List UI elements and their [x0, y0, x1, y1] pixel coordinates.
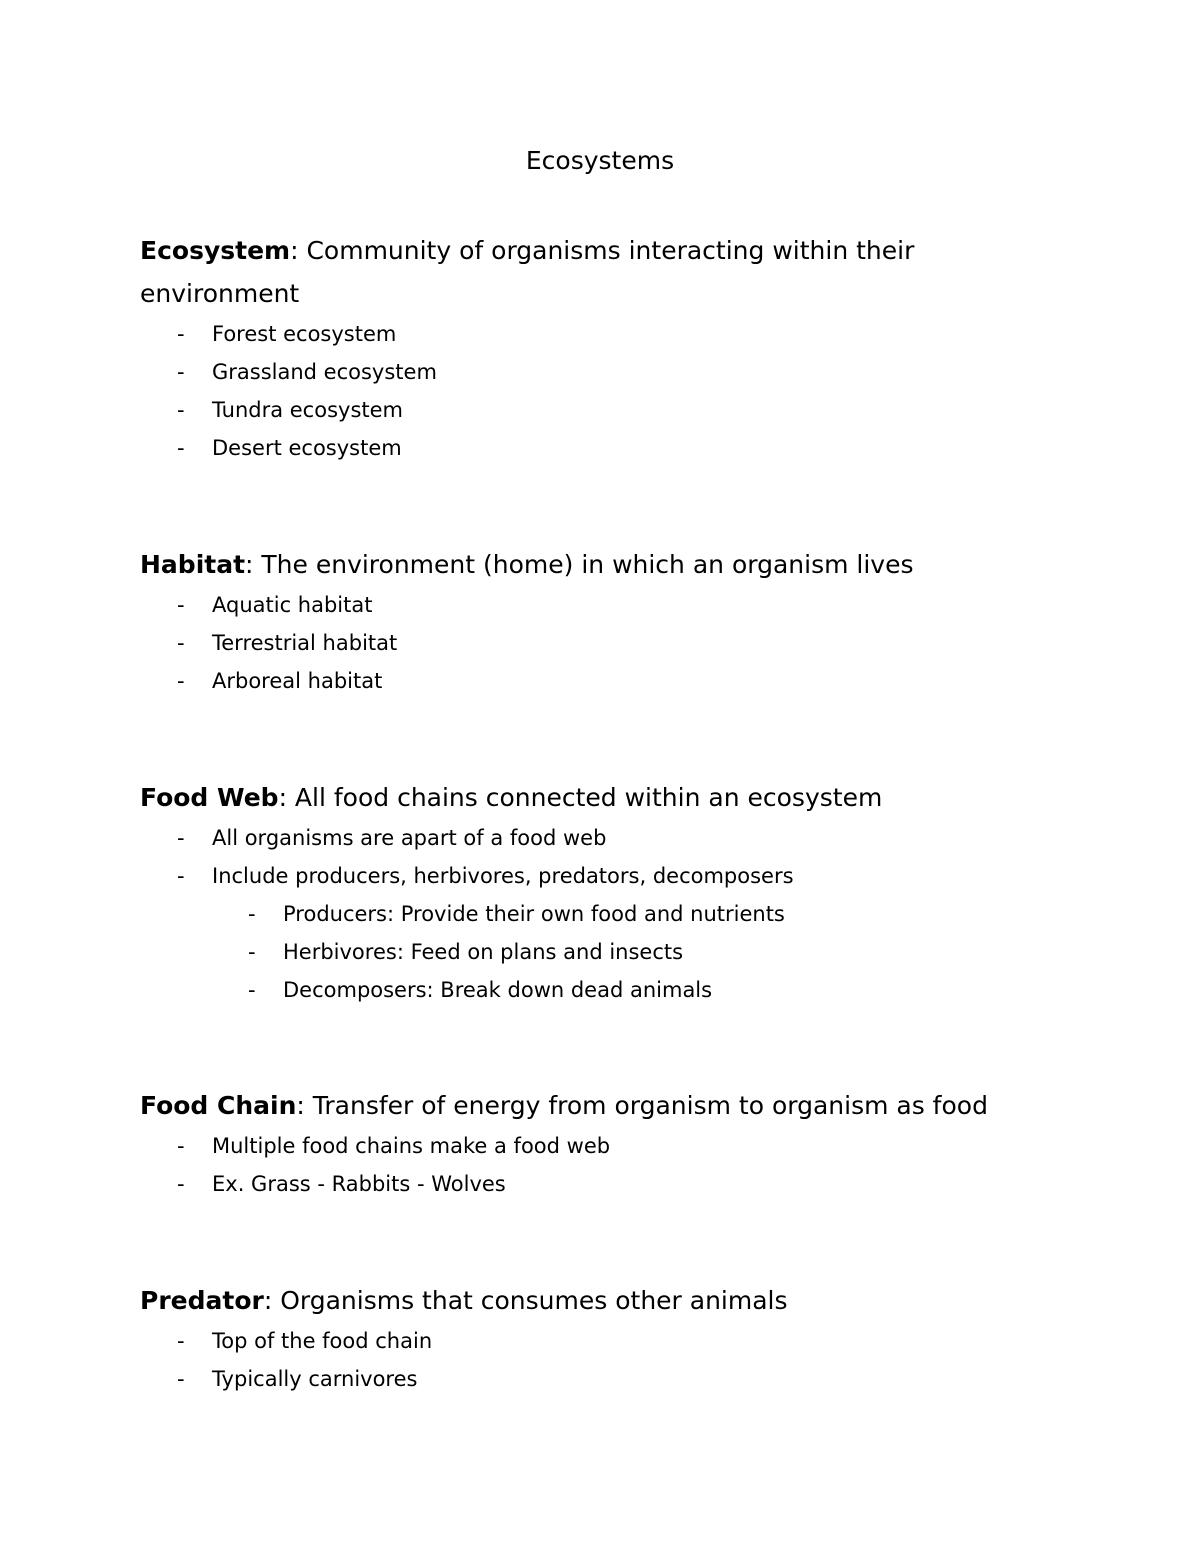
dash-marker: -	[177, 436, 185, 460]
list-item-text: All organisms are apart of a food web	[212, 826, 607, 850]
list-item	[140, 353, 1040, 391]
list-item-text: Top of the food chain	[212, 1329, 433, 1353]
dash-marker: -	[177, 1367, 185, 1391]
dash-marker: -	[177, 669, 185, 693]
term: Food Chain	[140, 1091, 297, 1120]
dash-marker: -	[248, 978, 256, 1002]
section-heading	[140, 776, 1040, 819]
list-item-text: Aquatic habitat	[212, 593, 373, 617]
dash-marker: -	[177, 631, 185, 655]
dash-marker: -	[177, 398, 185, 422]
definition: : The environment (home) in which an organism lives	[245, 550, 914, 579]
definition: : All food chains connected within an ecosystem	[278, 783, 883, 812]
bullet-list	[140, 819, 1040, 895]
list-item	[140, 1322, 1040, 1360]
list-item-text: Desert ecosystem	[212, 436, 402, 460]
list-item	[140, 624, 1040, 662]
dash-marker: -	[177, 826, 185, 850]
section-food-chain	[140, 1084, 1040, 1203]
term: Predator	[140, 1286, 264, 1315]
section-heading	[140, 1279, 1040, 1322]
list-item	[140, 391, 1040, 429]
list-item-text: Include producers, herbivores, predators, decomposers	[212, 864, 794, 888]
bullet-list	[140, 586, 1040, 700]
section-ecosystem	[140, 229, 1040, 467]
list-item-text: Tundra ecosystem	[212, 398, 403, 422]
section-heading	[140, 543, 1040, 586]
list-item	[140, 1360, 1040, 1398]
dash-marker: -	[177, 1134, 185, 1158]
term: Food Web	[140, 783, 279, 812]
dash-marker: -	[248, 940, 256, 964]
section-heading	[140, 1084, 1040, 1127]
bullet-list	[140, 315, 1040, 467]
list-item	[140, 857, 1040, 895]
dash-marker: -	[177, 1172, 185, 1196]
bullet-list	[140, 1322, 1040, 1398]
page-title: Ecosystems	[525, 146, 675, 175]
list-item-text: Producers: Provide their own food and nutrients	[283, 902, 785, 926]
list-item-text: Herbivores: Feed on plans and insects	[283, 940, 684, 964]
list-item-text: Typically carnivores	[212, 1367, 418, 1391]
dash-marker: -	[177, 360, 185, 384]
list-item	[140, 429, 1040, 467]
list-item-text: Grassland ecosystem	[212, 360, 437, 384]
list-item	[140, 895, 1040, 933]
term: Habitat	[140, 550, 246, 579]
dash-marker: -	[177, 864, 185, 888]
list-item	[140, 1165, 1040, 1203]
list-item	[140, 662, 1040, 700]
section-predator	[140, 1279, 1040, 1398]
list-item	[140, 933, 1040, 971]
list-item	[140, 819, 1040, 857]
list-item-text: Decomposers: Break down dead animals	[283, 978, 713, 1002]
definition: : Organisms that consumes other animals	[263, 1286, 788, 1315]
list-item-text: Forest ecosystem	[212, 322, 397, 346]
dash-marker: -	[177, 593, 185, 617]
list-item-text: Arboreal habitat	[212, 669, 383, 693]
list-item-text: Multiple food chains make a food web	[212, 1134, 611, 1158]
dash-marker: -	[248, 902, 256, 926]
list-item	[140, 1127, 1040, 1165]
dash-marker: -	[177, 322, 185, 346]
list-item-text: Ex. Grass - Rabbits - Wolves	[212, 1172, 506, 1196]
list-item	[140, 971, 1040, 1009]
list-item-text: Terrestrial habitat	[212, 631, 398, 655]
dash-marker: -	[177, 1329, 185, 1353]
term: Ecosystem	[140, 236, 291, 265]
section-food-web	[140, 776, 1040, 1009]
section-heading	[140, 229, 1040, 315]
section-habitat	[140, 543, 1040, 700]
bullet-list	[140, 1127, 1040, 1203]
sub-bullet-list	[140, 895, 1040, 1009]
list-item	[140, 586, 1040, 624]
list-item	[140, 315, 1040, 353]
definition: : Transfer of energy from organism to organism as food	[296, 1091, 988, 1120]
definition: : Community of organisms interacting within their environment	[140, 236, 915, 308]
